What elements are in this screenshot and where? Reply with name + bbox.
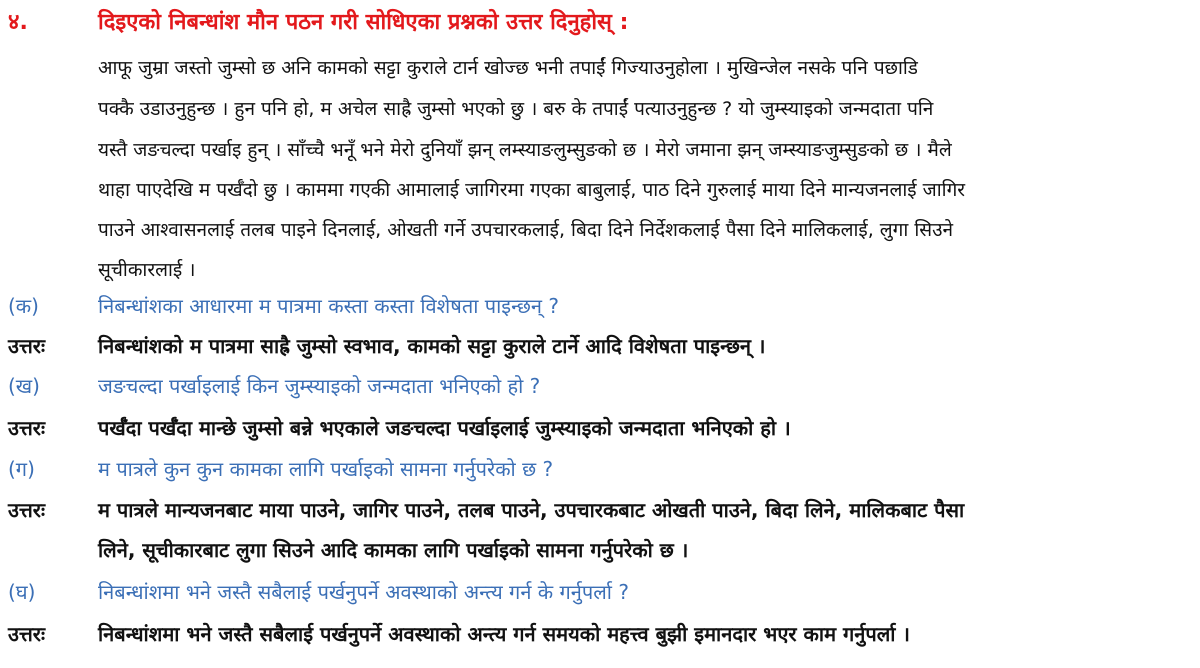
passage-line: थाहा पाएदेखि म पर्खँदो छु । काममा गएकी आमालाई जागिरमा गएका बाबुलाई, पाठ दिने गुरुलाई माया दिने मान्यजनलाई जागिर bbox=[98, 179, 966, 201]
answer-row-continued bbox=[0, 536, 1200, 566]
answer-label: उत्तरः bbox=[8, 498, 45, 522]
answer-label: उत्तरः bbox=[8, 416, 45, 440]
passage-line: सूचीकारलाई । bbox=[98, 259, 196, 281]
question-row bbox=[0, 578, 1200, 608]
question-label: (घ) bbox=[8, 580, 36, 604]
answer-label: उत्तरः bbox=[8, 622, 45, 646]
section-number: ४. bbox=[8, 10, 28, 35]
passage-line: पाउने आश्वासनलाई तलब पाइने दिनलाई, ओखती गर्ने उपचारकलाई, बिदा दिने निर्देशकलाई पैसा दिने मालिकलाई, लुगा सिउने bbox=[98, 219, 954, 241]
answer-row bbox=[0, 414, 1200, 444]
answer-label: उत्तरः bbox=[8, 334, 45, 358]
question-text: निबन्धांशका आधारमा म पात्रमा कस्ता कस्ता विशेषता पाइन्छन् ? bbox=[98, 294, 559, 318]
answer-text: निबन्धांशमा भने जस्तै सबैलाई पर्खनुपर्ने अवस्थाको अन्त्य गर्न समयको महत्त्व बुझी इमानदार भएर काम गर्नुपर्ला । bbox=[98, 622, 911, 646]
answer-text: निबन्धांशको म पात्रमा साह्रै जुम्सो स्वभाव, कामको सट्टा कुराले टार्ने आदि विशेषता पाइन्छन् । bbox=[98, 334, 766, 358]
passage-line: यस्तै जङचल्दा पर्खाइ हुन् । साँच्चै भनूँ भने मेरो दुनियाँ झन् लम्स्याङलुम्सुङको छ । मेरो जमाना झन् जम्स्याङजुम्सुङको छ । मैले bbox=[98, 139, 952, 161]
answer-row bbox=[0, 332, 1200, 362]
question-label: (ख) bbox=[8, 374, 40, 398]
answer-text: म पात्रले मान्यजनबाट माया पाउने, जागिर पाउने, तलब पाउने, उपचारकबाट ओखती पाउने, बिदा लिने, मालिकबाट पैसा bbox=[98, 498, 965, 522]
answer-row bbox=[0, 496, 1200, 526]
answer-text: पर्खँदा पर्खँदा मान्छे जुम्सो बन्ने भएकाले जङचल्दा पर्खाइलाई जुम्स्याइको जन्मदाता भनिएको हो । bbox=[98, 416, 791, 440]
question-label: (ग) bbox=[8, 457, 35, 481]
question-text: निबन्धांशमा भने जस्तै सबैलाई पर्खनुपर्ने अवस्थाको अन्त्य गर्न के गर्नुपर्ला ? bbox=[98, 580, 629, 604]
answer-row bbox=[0, 620, 1200, 650]
question-row bbox=[0, 455, 1200, 485]
question-row bbox=[0, 372, 1200, 402]
question-row bbox=[0, 292, 1200, 322]
passage-line: पक्कै उडाउनुहुन्छ । हुन पनि हो, म अचेल साह्रै जुम्सो भएको छु । बरु के तपाईं पत्याउनुहुन्छ ? यो जुम्स्याइको जन्मदाता पनि bbox=[98, 98, 934, 120]
answer-text: लिने, सूचीकारबाट लुगा सिउने आदि कामका लागि पर्खाइको सामना गर्नुपरेको छ । bbox=[98, 538, 689, 562]
question-label: (क) bbox=[8, 294, 39, 318]
passage-line: आफू जुम्रा जस्तो जुम्सो छ अनि कामको सट्टा कुराले टार्न खोज्छ भनी तपाईं गिज्याउनुहोला । मुखिन्जेल नसके पनि पछाडि bbox=[98, 57, 918, 79]
question-text: म पात्रले कुन कुन कामका लागि पर्खाइको सामना गर्नुपरेको छ ? bbox=[98, 457, 554, 481]
section-heading-row bbox=[0, 6, 1200, 36]
section-heading: दिइएको निबन्धांश मौन पठन गरी सोधिएका प्रश्नको उत्तर दिनुहोस् : bbox=[98, 10, 629, 35]
question-text: जङचल्दा पर्खाइलाई किन जुम्स्याइको जन्मदाता भनिएको हो ? bbox=[98, 374, 541, 398]
